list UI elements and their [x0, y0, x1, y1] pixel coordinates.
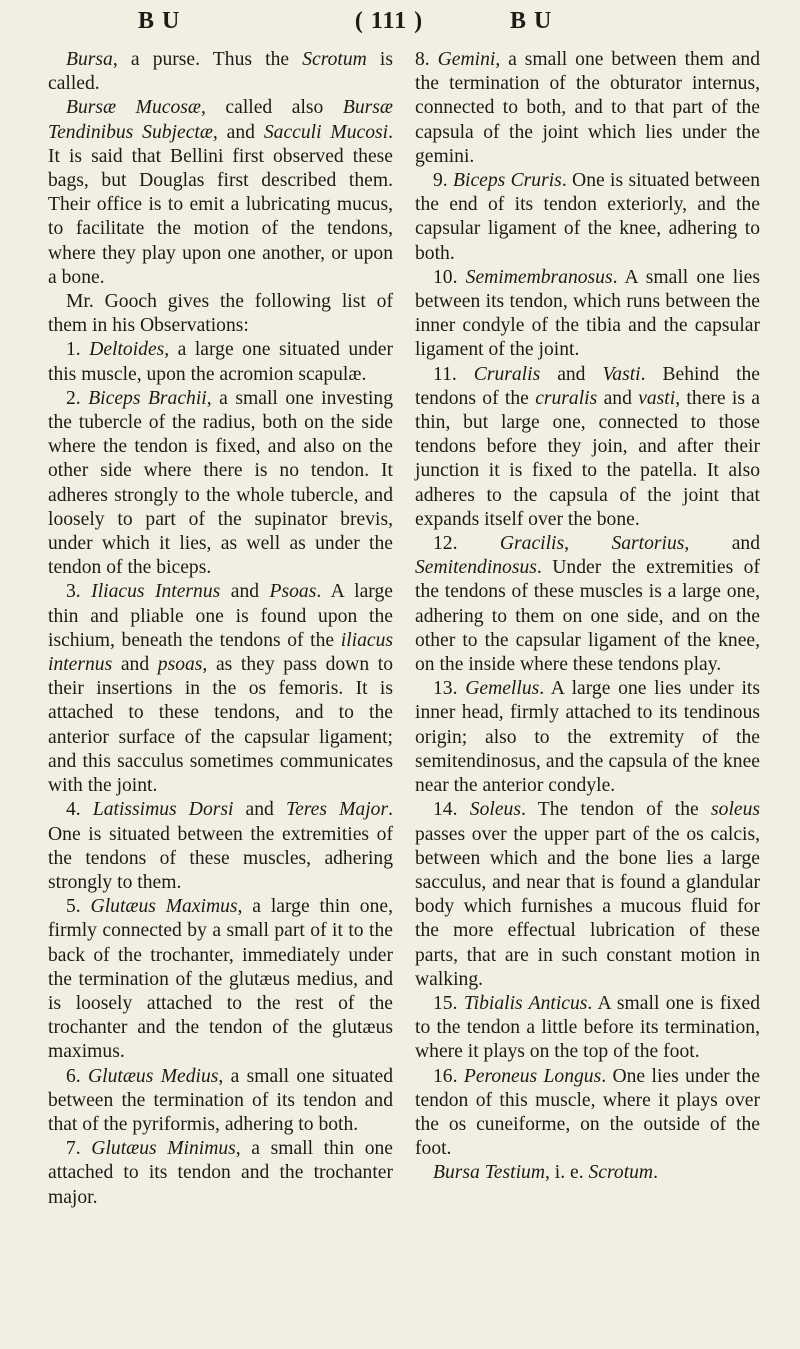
text-run: . A large one lies under its inner head, firmly attached to its tendinous origin; also to the extremity of the semitendinosus, and the capsula of the knee near the anterior condyle. [415, 678, 760, 797]
paragraph [415, 169, 760, 266]
italic-term: Sacculi Mucosi [263, 121, 389, 143]
italic-term: soleus [711, 799, 761, 821]
italic-term: Scrotum [302, 49, 367, 70]
italic-term: Biceps Cruris [453, 170, 562, 192]
right-column [415, 48, 760, 1210]
page-number: ( 111 ) [354, 8, 424, 34]
text-run: and [112, 654, 158, 676]
italic-term: cruralis [535, 387, 598, 409]
paragraph [415, 1065, 760, 1162]
italic-term: iliacus internus [48, 629, 393, 676]
italic-term: Cruralis [473, 363, 541, 385]
paragraph [415, 992, 760, 1065]
text-run: , as they pass down to their insertions in the os femoris. It is attached to these tendons, and to the anterior surface of the capsular ligament; and this sacculus sometimes communicates with the joint. [48, 654, 393, 797]
text-run: . A small one lies between its tendon, which runs between the inner condyle of the tibia and the capsular ligament of the joint. [415, 266, 760, 361]
text-run: , i. e. [544, 1162, 589, 1184]
text-run: . The tendon of the [520, 799, 712, 821]
text-run: . One is situated between the end of its tendon exteriorly, and the capsular ligament of the knee, adhering to both. [415, 170, 761, 264]
text-run: 15. [433, 992, 464, 1014]
text-run: . Behind the tendons of the [415, 363, 761, 409]
paragraph [415, 798, 760, 992]
paragraph [48, 338, 393, 386]
italic-term: Psoas [269, 581, 317, 603]
text-run: 1. [66, 339, 90, 361]
text-run: 3. [66, 581, 92, 603]
paragraph [48, 48, 393, 96]
text-run: , a small one between them and the termination of the obturator internus, connected to both, and to that part of the capsula of the joint which lies under the gemini. [415, 49, 761, 167]
text-run: , and [684, 533, 761, 555]
paragraph [48, 387, 393, 581]
italic-term: Gemini [437, 49, 496, 70]
text-run: 14. [433, 799, 470, 821]
italic-term: Teres Major [285, 799, 389, 821]
paragraph [48, 895, 393, 1064]
italic-term: Biceps Brachii [88, 387, 207, 409]
text-run: and [220, 581, 270, 603]
italic-term: Latissimus Dorsi [92, 799, 234, 821]
paragraph [48, 1065, 393, 1138]
italic-term: Bursa Testium [433, 1162, 545, 1184]
italic-term: vasti [638, 387, 676, 409]
italic-term: Sartorius [611, 533, 685, 555]
text-run: 6. [66, 1065, 89, 1087]
italic-term: Soleus [469, 799, 521, 821]
italic-term: Glutæus Maximus [90, 896, 238, 918]
text-run: . One lies under the tendon of this muscle, where it plays over the os cuneiforme, on the outside of the foot. [415, 1065, 760, 1160]
paragraph [415, 677, 760, 798]
left-column [48, 48, 393, 1210]
text-run: passes over the upper part of the os calcis, between which and the bone lies a large sacculus, and near that is found a glandular body which furnishes a mucous fluid for the more effectual lubrication of these parts, that are in such constant motion in walking. [415, 823, 760, 990]
text-run: 13. [433, 678, 466, 700]
italic-term: Bursæ Mucosæ [66, 97, 201, 119]
italic-term: Scrotum [588, 1162, 654, 1184]
text-run: . It is said that Bellini first observed these bags, but Douglas first described them. Their office is to emit a lubricating mucus, to facilitate the motion of the tendons, where they play upon one another, or upon a bone. [48, 121, 393, 288]
text-run: , and [212, 121, 264, 143]
paragraph [415, 363, 760, 532]
paragraph [415, 266, 760, 363]
paragraph [415, 532, 760, 677]
paragraph [415, 48, 760, 169]
text-run: , a large one situated under this muscle, upon the acromion scapulæ. [48, 339, 393, 385]
italic-term: Tibialis Anticus [463, 992, 588, 1014]
text-columns [48, 48, 760, 1210]
text-run: . A large thin and pliable one is found upon the ischium, beneath the tendons of the [48, 581, 393, 651]
italic-term: Semimembranosus [465, 266, 613, 288]
text-run: is called. [48, 49, 393, 95]
italic-term: Bursæ Tendinibus Subjectæ [48, 97, 393, 143]
text-run: 16. [433, 1065, 464, 1087]
text-run: . One is situated between the extremities of the tendons of these muscles, adhering strongly to them. [48, 799, 393, 893]
running-header [48, 8, 760, 48]
italic-term: Gemellus [465, 678, 540, 700]
italic-term: Gracilis [499, 533, 565, 555]
text-run: , a large thin one, firmly connected by a small part of it to the back of the trochanter, immediately under the termination of the glutæus medius, and is loosely attached to the rest of the trochanter and the tendon of the glutæus maximus. [48, 896, 393, 1063]
text-run: 11. [433, 363, 474, 385]
text-run: 4. [66, 799, 93, 821]
text-run: and [540, 363, 603, 385]
text-run: and [233, 799, 286, 821]
header-right: B U [510, 8, 553, 34]
paragraph [415, 1161, 760, 1185]
italic-term: Vasti [602, 363, 641, 385]
italic-term: Glutæus Minimus [91, 1138, 236, 1160]
text-run: and [597, 387, 639, 409]
text-run: , there is a thin, but large one, connected to those tendons before they join, and after their junction it is fixed to the patella. It also adheres to the capsula of the joint that expands itself over the bone. [415, 387, 760, 530]
text-run: , a small one situated between the termination of its tendon and that of the pyriformis, adhering to both. [48, 1065, 393, 1135]
paragraph [48, 290, 393, 338]
italic-term: psoas [157, 654, 203, 676]
paragraph [48, 798, 393, 895]
text-run: 12. [433, 533, 500, 555]
text-run: , a small thin one attached to its tendon and the trochanter major. [48, 1138, 393, 1208]
text-run: . [653, 1162, 658, 1184]
italic-term: Semitendinosus [415, 557, 537, 579]
text-run: 2. [66, 387, 89, 409]
text-run: , a purse. Thus the [112, 49, 303, 70]
italic-term: Iliacus Internus [91, 581, 221, 603]
italic-term: Peroneus Longus [463, 1065, 602, 1087]
text-run: 10. [433, 266, 466, 288]
italic-term: Bursa [66, 49, 113, 70]
text-run: . Under the extremities of the tendons of these muscles is a large one, adhering to them on one side, and on the other to the capsular ligament of the knee, on the inside where these tendons play. [415, 557, 760, 676]
text-run: 5. [66, 896, 91, 918]
paragraph [48, 580, 393, 798]
text-run: Mr. Gooch gives the following list of them in his Observations: [48, 291, 393, 337]
text-run: 7. [66, 1138, 92, 1160]
paragraph [48, 1137, 393, 1210]
text-run: . A small one is fixed to the tendon a little before its termination, where it plays on the top of the foot. [415, 992, 760, 1063]
paragraph [48, 96, 393, 290]
italic-term: Glutæus Medius [88, 1065, 219, 1087]
text-run: 8. [415, 49, 438, 70]
header-left: B U [138, 8, 181, 34]
text-run: 9. [433, 170, 454, 192]
text-run: , called also [200, 97, 343, 119]
text-run: , a small one investing the tubercle of the radius, both on the side where the tendon is fixed, and also on the other side where there is no tendon. It adheres strongly to the whole tubercle, and loosely to part of the supinator brevis, under which it lies, as well as under the tendon of the biceps. [48, 387, 393, 579]
text-run: , [564, 533, 612, 555]
italic-term: Deltoides [89, 339, 165, 361]
